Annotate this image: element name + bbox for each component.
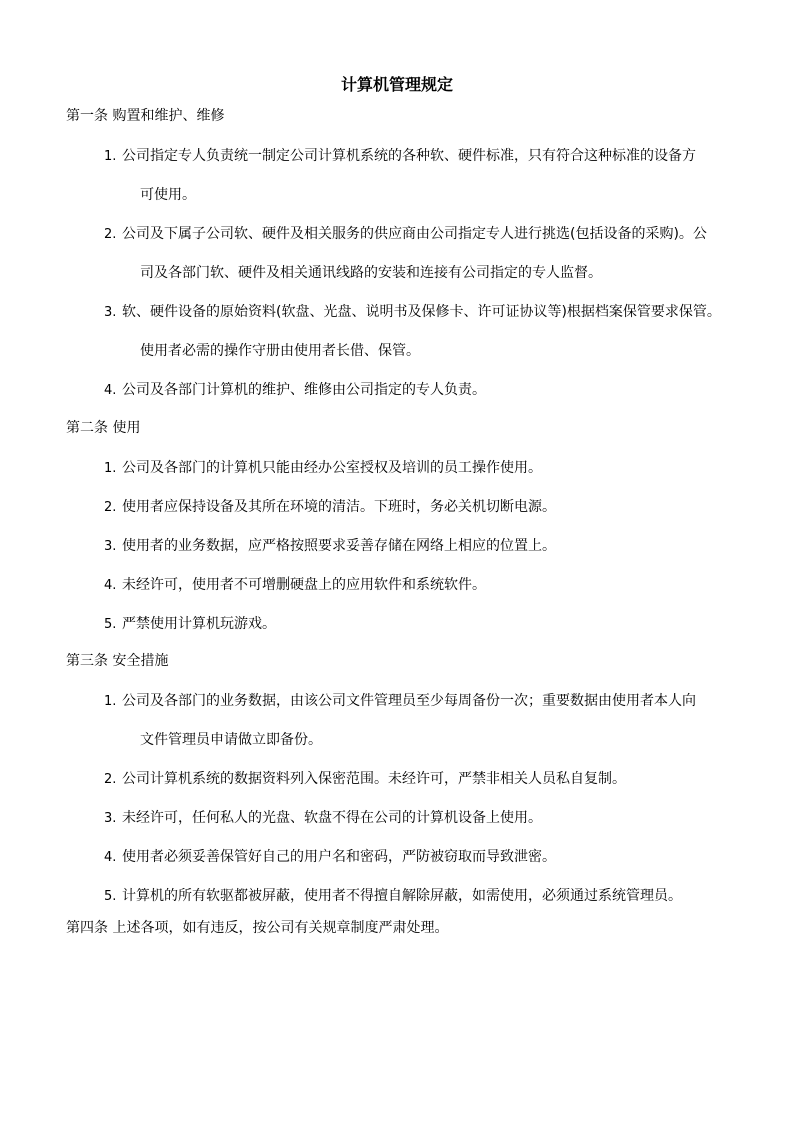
item-text-line2: 使用者必需的操作守册由使用者长借、保管。 [140, 343, 420, 359]
item-text-line1: 严禁使用计算机玩游戏。 [122, 616, 276, 632]
item-number: 2. [104, 500, 117, 515]
item-text-line2: 司及各部门软、硬件及相关通讯线路的安装和连接有公司指定的专人监督。 [140, 265, 602, 281]
item-number: 1. [104, 149, 117, 164]
item-number: 3. [104, 305, 117, 320]
item-number: 1. [104, 461, 117, 476]
item-text-line1: 公司计算机系统的数据资料列入保密范围。未经许可，严禁非相关人员私自复制。 [122, 771, 626, 787]
item-number: 4. [104, 578, 117, 593]
article-heading: 第二条 使用 [66, 420, 141, 436]
item-text-line1: 使用者必须妥善保管好自己的用户名和密码，严防被窃取而导致泄密。 [122, 849, 556, 865]
item-number: 2. [104, 772, 117, 787]
list-item [104, 760, 728, 799]
list-item [104, 215, 728, 293]
item-text-line1: 使用者应保持设备及其所在环境的清洁。下班时，务必关机切断电源。 [122, 499, 556, 515]
list-item [104, 137, 728, 215]
item-text-line1: 软、硬件设备的原始资料(软盘、光盘、说明书及保修卡、许可证协议等)根据档案保管要求保管。 [122, 304, 721, 320]
list-item [104, 877, 728, 916]
list-item [104, 682, 728, 760]
item-number: 4. [104, 383, 117, 398]
item-number: 5. [104, 617, 117, 632]
list-item [104, 605, 728, 644]
item-number: 5. [104, 889, 117, 904]
item-number: 2. [104, 227, 117, 242]
page-title: 计算机管理规定 [340, 75, 453, 94]
item-number: 3. [104, 539, 117, 554]
article-heading: 第三条 安全措施 [66, 653, 169, 669]
item-text-line1: 公司及各部门计算机的维护、维修由公司指定的专人负责。 [122, 382, 486, 398]
list-item [104, 293, 728, 371]
item-text-line1: 公司指定专人负责统一制定公司计算机系统的各种软、硬件标准，只有符合这种标准的设备方 [122, 148, 696, 164]
item-number: 3. [104, 811, 117, 826]
list-item [104, 838, 728, 877]
item-text-line2: 文件管理员申请做立即备份。 [140, 732, 322, 748]
item-text-line1: 公司及下属子公司软、硬件及相关服务的供应商由公司指定专人进行挑选(包括设备的采购)。公 [122, 226, 707, 242]
item-text-line1: 未经许可，使用者不可增删硬盘上的应用软件和系统软件。 [122, 577, 486, 593]
list-item [104, 799, 728, 838]
item-text-line1: 公司及各部门的计算机只能由经办公室授权及培训的员工操作使用。 [122, 460, 542, 476]
article-heading: 第一条 购置和维护、维修 [66, 108, 225, 124]
item-text-line2: 可使用。 [140, 187, 196, 203]
item-text-line1: 使用者的业务数据，应严格按照要求妥善存储在网络上相应的位置上。 [122, 538, 556, 554]
item-number: 1. [104, 694, 117, 709]
list-item [104, 371, 728, 410]
list-item [104, 449, 728, 488]
item-text-line1: 未经许可，任何私人的光盘、软盘不得在公司的计算机设备上使用。 [122, 810, 542, 826]
item-text-line1: 公司及各部门的业务数据，由该公司文件管理员至少每周备份一次；重要数据由使用者本人向 [122, 693, 696, 709]
list-item [104, 488, 728, 527]
list-item [104, 527, 728, 566]
list-item [104, 566, 728, 605]
item-number: 4. [104, 850, 117, 865]
article-heading: 第四条 上述各项，如有违反，按公司有关规章制度严肃处理。 [66, 920, 449, 936]
item-text-line1: 计算机的所有软驱都被屏蔽，使用者不得擅自解除屏蔽，如需使用，必须通过系统管理员。 [122, 888, 682, 904]
